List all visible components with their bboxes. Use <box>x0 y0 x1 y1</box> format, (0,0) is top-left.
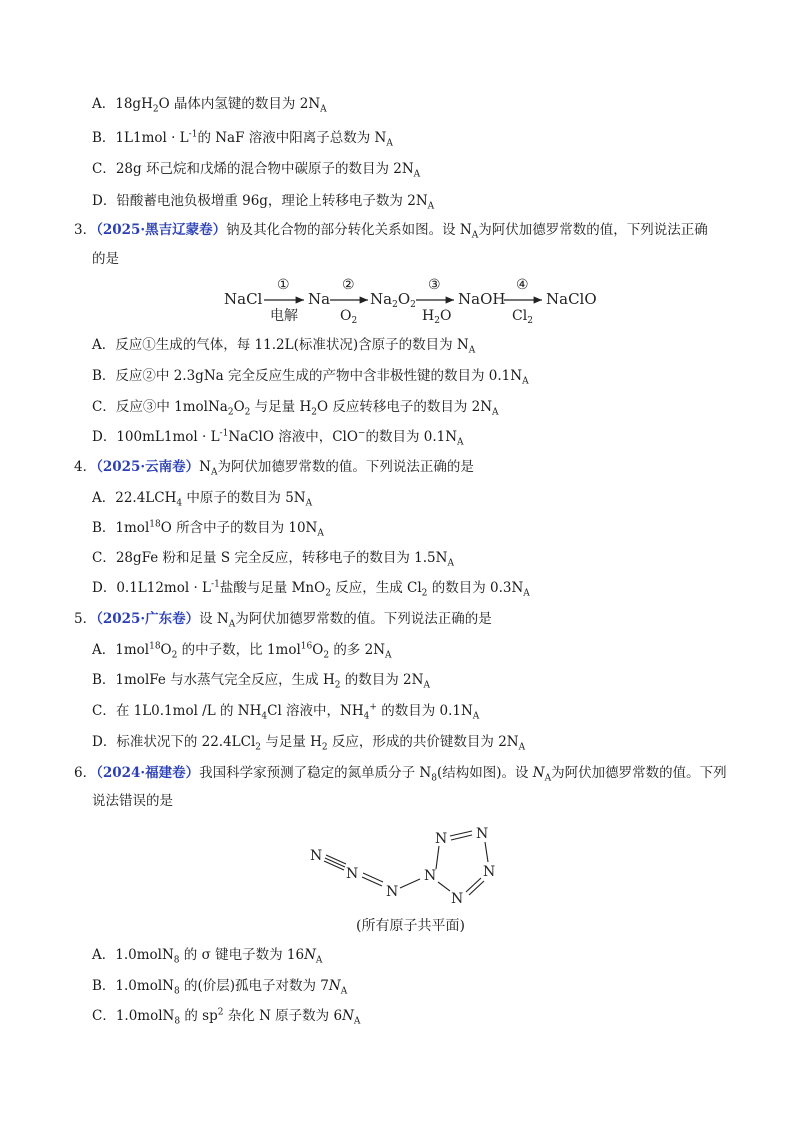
scheme-step-3: ③ <box>428 277 441 293</box>
n8-atom-3: N <box>386 884 399 900</box>
scheme-naclo: NaClO <box>546 290 597 308</box>
q6-source: （2024·福建卷） <box>96 765 200 781</box>
scheme-cond-1: 电解 <box>270 308 298 324</box>
q4-option-a: A．$22.4LCH_4$ 中原子的数目为 $5N_A$ <box>92 490 313 509</box>
q4-option-c: C．28gFe 粉和足量 S 完全反应，转移电子的数目为 $1.5N_A$ <box>92 550 454 569</box>
scheme-step-2: ② <box>342 277 355 293</box>
n8-caption: (所有原子共平面) <box>356 918 465 934</box>
n8-atom-4: N <box>424 868 437 884</box>
n8-atom-8: N <box>451 891 464 907</box>
q2-option-b: B．$1L1mol \cdot L^{-1}$的 NaF 溶液中阳离子总数为 $N_A$ <box>92 129 393 149</box>
q3-option-a: A．反应①生成的气体，每 11.2L(标准状况)含原子的数目为 $N_A$ <box>92 337 476 356</box>
n8-atom-6: N <box>476 826 489 842</box>
q5-source: （2025·广东卷） <box>96 611 200 627</box>
q5-option-d: D．标准状况下的 22.4LCl$_2$ 与足量 $H_2$ 反应，形成的共价键数目为 $2N_A$ <box>92 734 526 753</box>
scheme-cond-2: $O_2$ <box>340 308 358 326</box>
q6-option-a: A．1.0molN$_8$ 的 σ 键电子数为 $16N_A$ <box>92 947 323 966</box>
q6-stem: 6．（2024·福建卷）我国科学家预测了稳定的氮单质分子 $N_8$(结构如图)。设 $N_A$为阿伏加德罗常数的值。下列 <box>74 765 727 784</box>
q2-option-c: C．28g 环己烷和戊烯的混合物中碳原子的数目为 $2N_A$ <box>92 161 421 180</box>
q3-option-c: C．反应③中 $1molNa_2O_2$ 与足量 $H_2O$ 反应转移电子的数目为 $2N_A$ <box>92 399 499 418</box>
n8-structure-diagram <box>300 818 530 914</box>
n8-atom-7: N <box>483 864 496 880</box>
q3-reaction-scheme <box>220 272 620 328</box>
scheme-na2o2: $Na_2O_2$ <box>370 290 416 310</box>
q3-option-b: B．反应②中 2.3gNa 完全反应生成的产物中含非极性键的数目为 $0.1N_A$ <box>92 368 529 387</box>
q3-source: （2025·黑吉辽蒙卷） <box>96 222 227 238</box>
q5-stem: 5．（2025·广东卷）设 $N_A$为阿伏加德罗常数的值。下列说法正确的是 <box>74 611 492 630</box>
q4-stem: 4．（2025·云南卷）$N_A$为阿伏加德罗常数的值。下列说法正确的是 <box>74 459 474 478</box>
q6-option-b: B．1.0molN$_8$ 的(价层)孤电子对数为 $7N_A$ <box>92 978 348 997</box>
scheme-step-4: ④ <box>516 277 529 293</box>
n8-atom-5: N <box>435 831 448 847</box>
q5-option-a: A．$1mol^{18}O_2$ 的中子数，比 $1mol^{16}O_2$ 的多 $2N_A$ <box>92 641 392 661</box>
scheme-nacl: NaCl <box>224 290 263 308</box>
scheme-step-1: ① <box>277 277 290 293</box>
n8-atom-1: N <box>310 848 323 864</box>
scheme-cond-4: $Cl_2$ <box>512 308 533 326</box>
q5-option-c: C．在 1L0.1mol /L 的 $NH_4Cl$ 溶液中，$NH_4^+$ 的数目为 $0.1N_A$ <box>92 702 480 722</box>
q6-option-c: C．1.0molN$_8$ 的 $sp^2$ 杂化 N 原子数为 $6N_A$ <box>92 1007 361 1027</box>
q3-stem: 3．（2025·黑吉辽蒙卷）钠及其化合物的部分转化关系如图。设 $N_A$为阿伏加德罗常数的值，下列说法正确 <box>74 222 708 241</box>
q3-stem-cont: 的是 <box>92 251 119 267</box>
scheme-naoh: NaOH <box>458 290 506 308</box>
scheme-na: Na <box>308 290 331 308</box>
scheme-cond-3: $H_2O$ <box>422 308 452 326</box>
q4-source: （2025·云南卷） <box>96 459 200 475</box>
q2-option-a: A．$18gH_2O$ 晶体内氢键的数目为 $2N_A$ <box>92 96 327 115</box>
q3-option-d: D．$100mL1mol \cdot L^{-1}NaClO$ 溶液中，ClO−的数目为 $0.1N_A$ <box>92 428 464 448</box>
n8-atom-2: N <box>346 866 359 882</box>
q4-option-b: B．1mol$^{18}$O 所含中子的数目为 $10N_A$ <box>92 519 324 539</box>
q4-option-d: D．$0.1L12mol \cdot L^{-1}$盐酸与足量 MnO$_2$ 反应，生成 $Cl_2$ 的数目为 $0.3N_A$ <box>92 579 530 599</box>
q6-stem-cont: 说法错误的是 <box>92 793 173 809</box>
q2-option-d: D．铅酸蓄电池负极增重 96g，理论上转移电子数为 $2N_A$ <box>92 193 435 212</box>
q5-option-b: B．1molFe 与水蒸气完全反应，生成 $H_2$ 的数目为 $2N_A$ <box>92 672 430 691</box>
